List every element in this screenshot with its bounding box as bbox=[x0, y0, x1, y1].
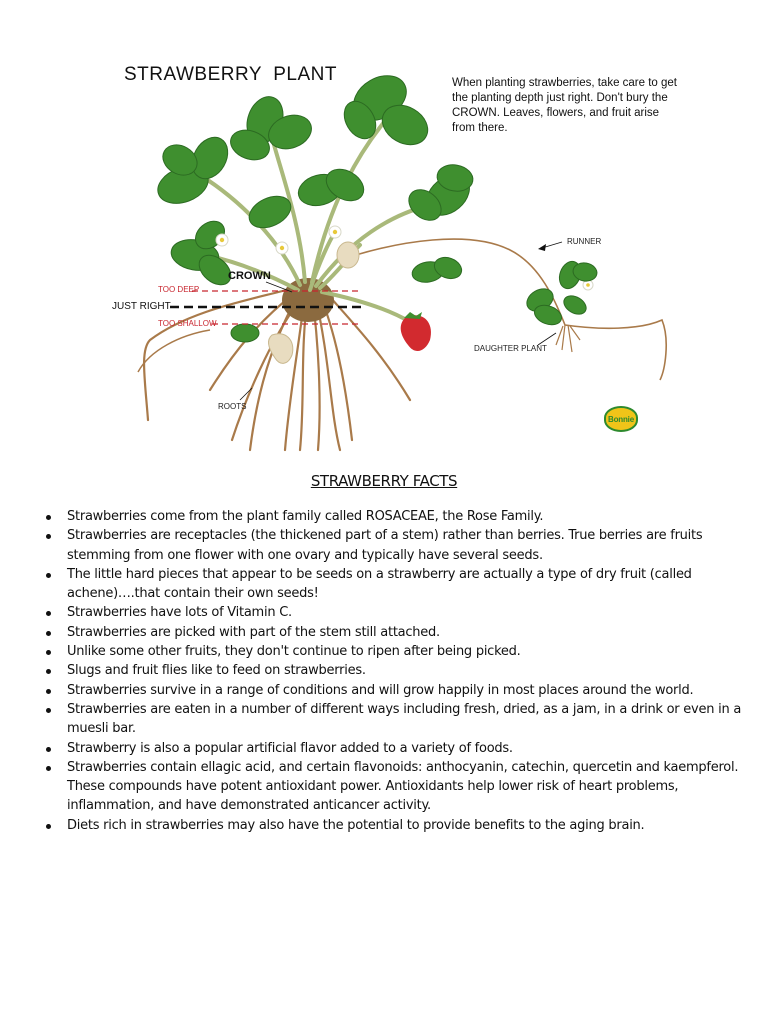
label-just-right: JUST RIGHT bbox=[112, 301, 171, 312]
list-item: Unlike some other fruits, they don't continue to ripen after being picked. bbox=[67, 642, 757, 661]
label-roots: ROOTS bbox=[218, 402, 247, 411]
list-item: Strawberries contain ellagic acid, and certain flavonoids: anthocyanin, catechin, quercetin and kaempferol. These compounds have potent antioxidant power. Antioxidants help lower risk of heart problems, inflammation, and have demonstrated anticancer activity. bbox=[67, 758, 757, 816]
unripe-berry bbox=[268, 334, 292, 364]
flowers bbox=[216, 226, 593, 290]
list-item: Diets rich in strawberries may also have the potential to provide benefits to the aging brain. bbox=[67, 816, 757, 835]
daughter-plant bbox=[523, 258, 599, 352]
facts-list bbox=[40, 507, 757, 835]
bud-berry bbox=[337, 242, 359, 268]
plant-illustration bbox=[0, 0, 768, 460]
label-daughter-plant: DAUGHTER PLANT bbox=[474, 344, 547, 353]
label-too-deep: TOO DEEP bbox=[158, 285, 200, 294]
planting-note: When planting strawberries, take care to get the planting depth just right. Don't bury the CROWN. Leaves, flowers, and fruit arise from there. bbox=[452, 77, 678, 134]
list-item: Strawberries survive in a range of conditions and will grow happily in most places around the world. bbox=[67, 681, 757, 700]
ripe-berry bbox=[401, 315, 431, 351]
list-item: The little hard pieces that appear to be seeds on a strawberry are actually a type of dry fruit (called achene)….that contain their own seeds! bbox=[67, 565, 757, 604]
label-crown: CROWN bbox=[228, 270, 271, 282]
label-runner: RUNNER bbox=[567, 237, 602, 246]
bonnie-plants-logo bbox=[604, 406, 638, 432]
label-too-shallow: TOO SHALLOW bbox=[158, 319, 217, 328]
list-item: Strawberry is also a popular artificial flavor added to a variety of foods. bbox=[67, 739, 757, 758]
list-item: Slugs and fruit flies like to feed on strawberries. bbox=[67, 661, 757, 680]
list-item: Strawberries come from the plant family called ROSACEAE, the Rose Family. bbox=[67, 507, 757, 526]
list-item: Strawberries are picked with part of the stem still attached. bbox=[67, 623, 757, 642]
roots bbox=[144, 288, 410, 450]
left-root-tail bbox=[138, 330, 210, 372]
list-item: Strawberries are receptacles (the thickened part of a stem) rather than berries. True berries are fruits stemming from one flower with one ovary and typically have several seeds. bbox=[67, 526, 757, 565]
strawberry-plant-diagram bbox=[0, 0, 768, 460]
list-item: Strawberries have lots of Vitamin C. bbox=[67, 603, 757, 622]
facts-heading: STRAWBERRY FACTS bbox=[310, 472, 458, 490]
diagram-title: STRAWBERRY PLANT bbox=[124, 64, 337, 85]
list-item: Strawberries are eaten in a number of different ways including fresh, dried, as a jam, in a drink or even in a muesli bar. bbox=[67, 700, 757, 739]
logo-text: Bonnie bbox=[608, 414, 634, 424]
